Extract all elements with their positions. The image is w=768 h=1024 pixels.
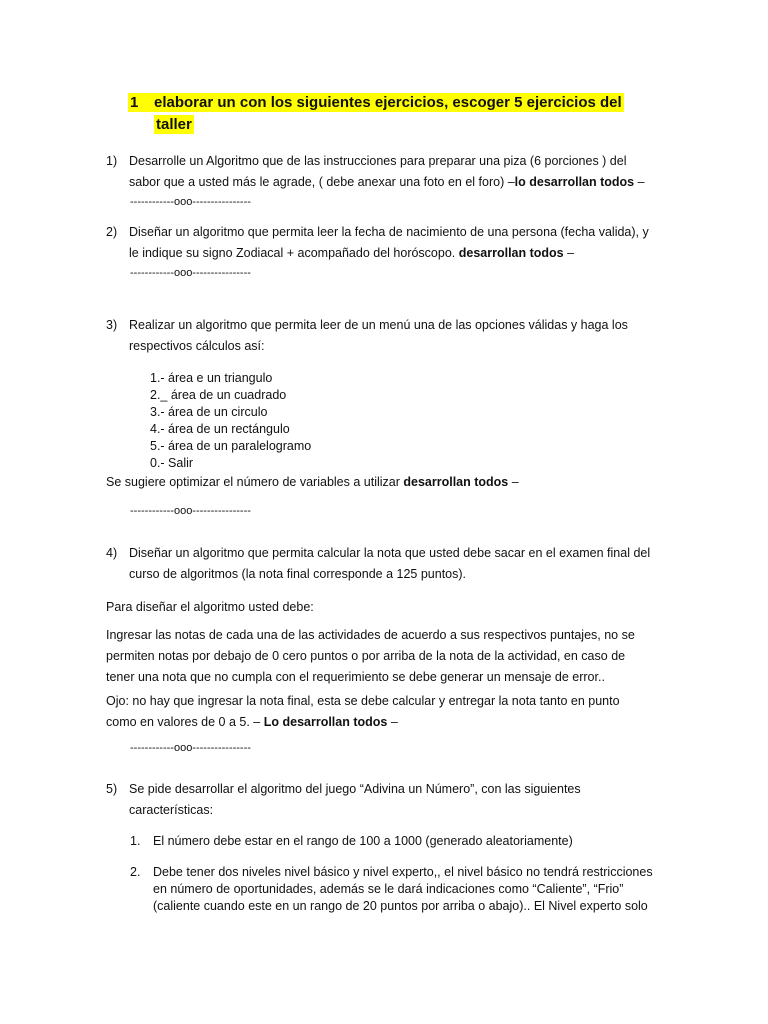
exercise-item-4: 4) Diseñar un algoritmo que permita calcular la nota que usted debe sacar en el examen final del curso de algoritmos (la nota final corresponde a 125 puntos). — [106, 546, 651, 581]
heading-line-1: 1 elaborar un con los siguientes ejercicios, escoger 5 ejercicios del — [130, 94, 622, 111]
note-paragraph: Ojo: no hay que ingresar la nota final, esta se debe calcular y entregar la nota tanto en punto como en valores de 0 a 5. – Lo desarrollan todos – — [106, 694, 620, 729]
section-heading — [128, 92, 660, 136]
suggestion-line: Se sugiere optimizar el número de variables a utilizar desarrollan todos – — [106, 475, 519, 489]
exercise-item-2: 2) Diseñar un algoritmo que permita leer la fecha de nacimiento de una persona (fecha valida), y le indique su signo Zodiacal + acompañado del horóscopo. desarrollan todos – — [106, 225, 649, 260]
design-intro: Para diseñar el algoritmo usted debe: — [106, 600, 314, 614]
separator: ------------ooo---------------- — [130, 742, 251, 754]
numbered-item-2: 2. Debe tener dos niveles nivel básico y nivel experto,, el nivel básico no tendrá restricciones en número de oportunidades, además se le dará indicaciones como “Caliente”, “Frio” (caliente cuando este en un rango de 20 puntos por arriba o abajo).. El Nivel experto solo — [130, 865, 653, 913]
heading-line-2: taller — [156, 116, 192, 133]
menu-option: 2._ área de un cuadrado — [150, 388, 287, 402]
separator: ------------ooo---------------- — [130, 196, 251, 208]
menu-option: 1.- área e un triangulo — [150, 371, 273, 385]
numbered-item-1: 1. El número debe estar en el rango de 100 a 1000 (generado aleatoriamente) — [130, 834, 573, 848]
separator: ------------ooo---------------- — [130, 505, 251, 517]
exercise-item-1: 1) Desarrolle un Algoritmo que de las instrucciones para preparar una piza (6 porciones ) del sabor que a usted más le agrade, ( debe anexar una foto en el foro) –lo desarrollan todos – — [106, 154, 645, 189]
menu-option: 4.- área de un rectángulo — [150, 422, 290, 436]
exercise-item-5: 5) Se pide desarrollar el algoritmo del juego “Adivina un Número”, con las siguientes características: — [106, 782, 581, 817]
instructions-paragraph: Ingresar las notas de cada una de las actividades de acuerdo a sus respectivos puntajes, no se permiten notas por debajo de 0 cero puntos o por arriba de la nota de la actividad, en caso de tener una nota que no cumpla con el requerimiento se debe generar un mensaje de error.. — [106, 628, 635, 684]
menu-options-list — [150, 370, 311, 472]
exercise-item-3: 3) Realizar un algoritmo que permita leer de un menú una de las opciones válidas y haga los respectivos cálculos así: — [106, 318, 628, 353]
menu-option: 3.- área de un circulo — [150, 405, 268, 419]
separator: ------------ooo---------------- — [130, 267, 251, 279]
menu-option: 5.- área de un paralelogramo — [150, 439, 312, 453]
menu-option: 0.- Salir — [150, 456, 194, 470]
